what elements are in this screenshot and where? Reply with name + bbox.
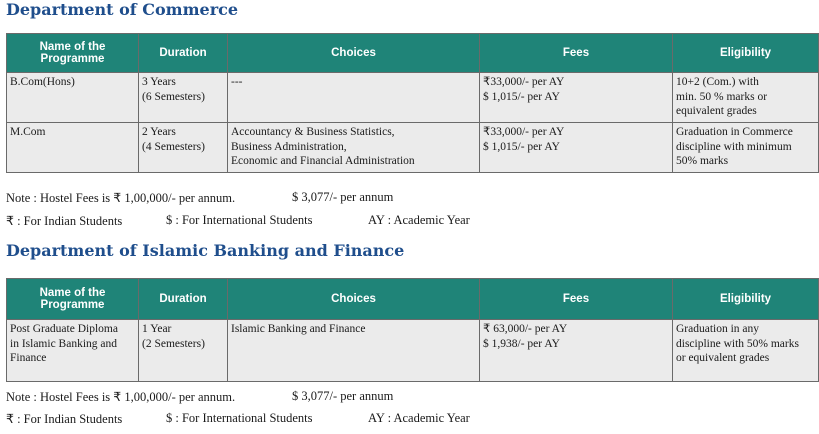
choices-cell <box>228 123 480 173</box>
hostel-fee-inr: Note : Hostel Fees is ₹ 1,00,000/- per annum. <box>6 191 236 205</box>
key-academic-year: AY : Academic Year <box>368 411 470 425</box>
duration-cell <box>139 123 228 173</box>
choices-cell <box>228 320 480 382</box>
header-eligibility: Eligibility <box>673 34 819 73</box>
programme-name-line: in Islamic Banking and <box>10 337 117 350</box>
commerce-programmes-table <box>6 33 819 173</box>
header-fees: Fees <box>480 279 673 320</box>
programme-name-line: B.Com(Hons) <box>10 76 75 88</box>
programme-name-line: M.Com <box>10 126 46 138</box>
eligibility-line: 10+2 (Com.) with <box>676 76 759 88</box>
eligibility-line: min. 50 % marks or <box>676 90 768 103</box>
eligibility-line: discipline with minimum <box>676 140 792 153</box>
eligibility-line: Graduation in Commerce <box>676 126 793 138</box>
programme-name-line: Post Graduate Diploma <box>10 323 118 335</box>
header-duration: Duration <box>139 279 228 320</box>
eligibility-line: 50% marks <box>676 155 729 167</box>
eligibility-line: or equivalent grades <box>676 352 770 364</box>
fees-cell <box>480 320 673 382</box>
header-fees: Fees <box>480 34 673 73</box>
header-choices: Choices <box>228 34 480 73</box>
choice-line: --- <box>231 76 243 88</box>
programme-name-cell <box>7 320 139 382</box>
programme-name-cell <box>7 73 139 123</box>
duration-line: 2 Years <box>142 126 176 138</box>
fee-line: ₹33,000/- per AY <box>483 126 565 138</box>
hostel-fee-inr: Note : Hostel Fees is ₹ 1,00,000/- per annum. <box>6 390 236 404</box>
eligibility-cell <box>673 73 819 123</box>
section-title-islamic-banking: Department of Islamic Banking and Finance <box>6 241 405 260</box>
table-header-row <box>7 279 819 320</box>
eligibility-line: equivalent grades <box>676 105 757 117</box>
header-duration: Duration <box>139 34 228 73</box>
duration-line: (6 Semesters) <box>142 90 205 103</box>
key-international-students: $ : For International Students <box>166 213 313 227</box>
header-eligibility: Eligibility <box>673 279 819 320</box>
fee-line: ₹ 63,000/- per AY <box>483 323 568 335</box>
islamic-banking-programmes-table <box>6 278 819 382</box>
duration-line: 3 Years <box>142 76 176 88</box>
eligibility-cell <box>673 123 819 173</box>
choice-line: Islamic Banking and Finance <box>231 323 366 335</box>
fees-cell <box>480 123 673 173</box>
fees-cell <box>480 73 673 123</box>
duration-line: (2 Semesters) <box>142 337 205 350</box>
key-indian-students: ₹ : For Indian Students <box>6 412 123 426</box>
duration-cell <box>139 320 228 382</box>
key-international-students: $ : For International Students <box>166 411 313 425</box>
programme-name-cell <box>7 123 139 173</box>
eligibility-line: discipline with 50% marks <box>676 337 799 350</box>
duration-line: 1 Year <box>142 323 172 335</box>
eligibility-line: Graduation in any <box>676 323 760 335</box>
header-programme-name: Name of the Programme <box>7 279 139 320</box>
hostel-fee-usd: $ 3,077/- per annum <box>292 190 394 204</box>
fee-line: $ 1,015/- per AY <box>483 90 560 103</box>
choice-line: Business Administration, <box>231 140 347 153</box>
table-row <box>7 320 819 382</box>
key-indian-students: ₹ : For Indian Students <box>6 214 123 228</box>
choice-line: Economic and Financial Administration <box>231 155 415 167</box>
duration-line: (4 Semesters) <box>142 140 205 153</box>
table-header-row <box>7 34 819 73</box>
fee-line: $ 1,015/- per AY <box>483 140 560 153</box>
key-academic-year: AY : Academic Year <box>368 213 470 227</box>
choice-line: Accountancy & Business Statistics, <box>231 126 395 138</box>
section-title-commerce: Department of Commerce <box>6 0 239 19</box>
header-choices: Choices <box>228 279 480 320</box>
programme-name-line: Finance <box>10 352 47 364</box>
eligibility-cell <box>673 320 819 382</box>
table-row <box>7 123 819 173</box>
fee-line: ₹33,000/- per AY <box>483 76 565 88</box>
hostel-fee-usd: $ 3,077/- per annum <box>292 389 394 403</box>
table-row <box>7 73 819 123</box>
choices-cell <box>228 73 480 123</box>
header-programme-name: Name of the Programme <box>7 34 139 73</box>
duration-cell <box>139 73 228 123</box>
fee-line: $ 1,938/- per AY <box>483 337 560 350</box>
